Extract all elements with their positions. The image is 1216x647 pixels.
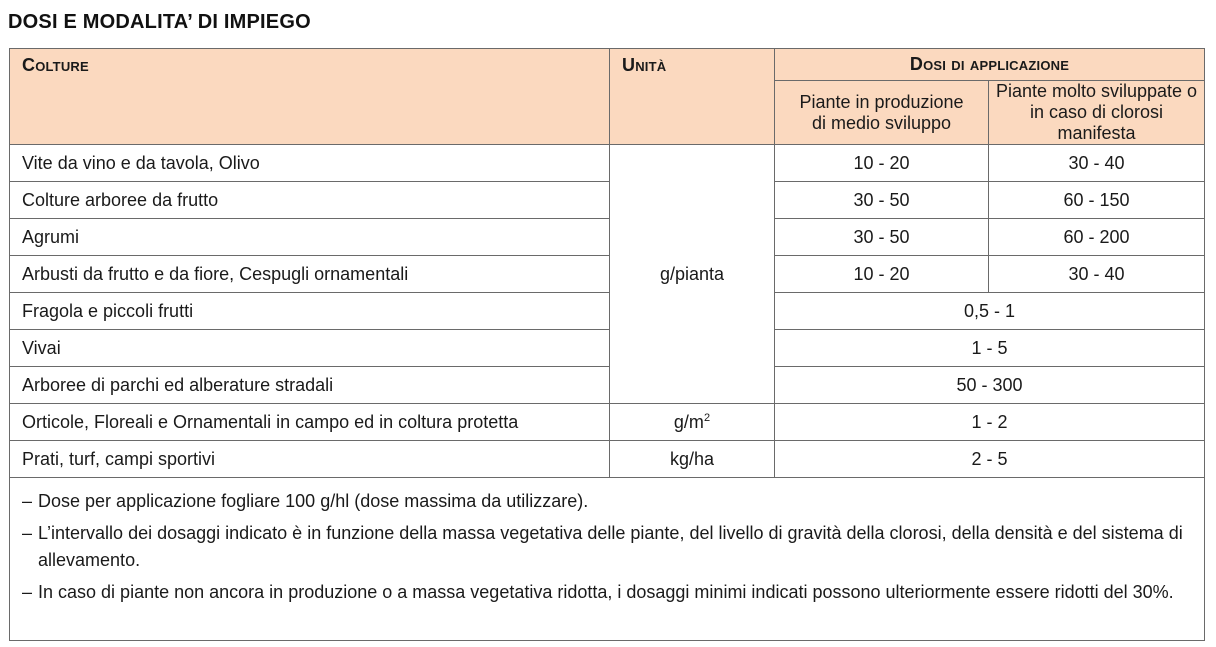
subheader-medio-line1: Piante in produzione bbox=[799, 91, 964, 112]
header-unita: Unità bbox=[610, 49, 775, 145]
coltura-cell: Arbusti da frutto e da fiore, Cespugli ornamentali bbox=[10, 256, 610, 293]
unita-text: g/m bbox=[673, 411, 704, 432]
table-row bbox=[10, 182, 1205, 219]
table-row bbox=[10, 219, 1205, 256]
coltura-cell: Fragola e piccoli frutti bbox=[10, 293, 610, 330]
dose-cell: 1 - 2 bbox=[775, 404, 1205, 441]
unita-cell-group: g/pianta bbox=[610, 145, 775, 404]
table-row bbox=[10, 256, 1205, 293]
header-colture: Colture bbox=[10, 49, 610, 145]
coltura-cell: Arboree di parchi ed alberature stradali bbox=[10, 367, 610, 404]
unita-superscript: 2 bbox=[703, 411, 711, 424]
dose-cell: 0,5 - 1 bbox=[775, 293, 1205, 330]
table-row bbox=[10, 404, 1205, 441]
subheader-medio-sviluppo bbox=[775, 81, 989, 145]
dose-cell: 30 - 50 bbox=[775, 182, 989, 219]
note-item bbox=[22, 488, 1192, 515]
dose-cell: 10 - 20 bbox=[775, 256, 989, 293]
header-dosi: Dosi di applicazione bbox=[775, 49, 1205, 81]
subheader-molto-line2: in caso di clorosi manifesta bbox=[1029, 102, 1164, 143]
dosage-table bbox=[9, 48, 1205, 641]
coltura-cell: Prati, turf, campi sportivi bbox=[10, 441, 610, 478]
coltura-cell: Agrumi bbox=[10, 219, 610, 256]
unita-cell: kg/ha bbox=[610, 441, 775, 478]
dose-cell: 30 - 40 bbox=[989, 145, 1205, 182]
coltura-cell: Vivai bbox=[10, 330, 610, 367]
dose-cell: 30 - 50 bbox=[775, 219, 989, 256]
table-row bbox=[10, 441, 1205, 478]
coltura-cell: Orticole, Floreali e Ornamentali in campo ed in coltura protetta bbox=[10, 404, 610, 441]
subheader-molto-line1: Piante molto sviluppate o bbox=[995, 81, 1198, 101]
subheader-medio-line2: di medio sviluppo bbox=[811, 112, 952, 133]
dose-cell: 60 - 150 bbox=[989, 182, 1205, 219]
subheader-molto-sviluppate bbox=[989, 81, 1205, 145]
note-item bbox=[22, 520, 1192, 574]
unita-cell bbox=[610, 404, 775, 441]
dose-cell: 60 - 200 bbox=[989, 219, 1205, 256]
dose-cell: 50 - 300 bbox=[775, 367, 1205, 404]
note-item bbox=[22, 579, 1192, 606]
note-dash: – bbox=[22, 582, 33, 602]
dose-cell: 1 - 5 bbox=[775, 330, 1205, 367]
dose-cell: 30 - 40 bbox=[989, 256, 1205, 293]
dose-cell: 10 - 20 bbox=[775, 145, 989, 182]
note-dash: – bbox=[22, 491, 33, 511]
table-row bbox=[10, 145, 1205, 182]
table-row bbox=[10, 367, 1205, 404]
note-text: Dose per applicazione fogliare 100 g/hl (dose massima da utilizzare). bbox=[38, 491, 589, 511]
table-row bbox=[10, 293, 1205, 330]
note-text: L’intervallo dei dosaggi indicato è in funzione della massa vegetativa delle piante, del livello di gravità della clorosi, della densità e del sistema di allevamento. bbox=[38, 523, 1183, 570]
notes-cell bbox=[10, 478, 1205, 641]
coltura-cell: Vite da vino e da tavola, Olivo bbox=[10, 145, 610, 182]
dose-cell: 2 - 5 bbox=[775, 441, 1205, 478]
note-dash: – bbox=[22, 523, 33, 543]
coltura-cell: Colture arboree da frutto bbox=[10, 182, 610, 219]
note-text: In caso di piante non ancora in produzione o a massa vegetativa ridotta, i dosaggi minimi indicati possono ulteriormente essere ridotti del 30%. bbox=[38, 582, 1174, 602]
page-title: DOSI E MODALITA’ DI IMPIEGO bbox=[8, 11, 311, 33]
table-row bbox=[10, 330, 1205, 367]
